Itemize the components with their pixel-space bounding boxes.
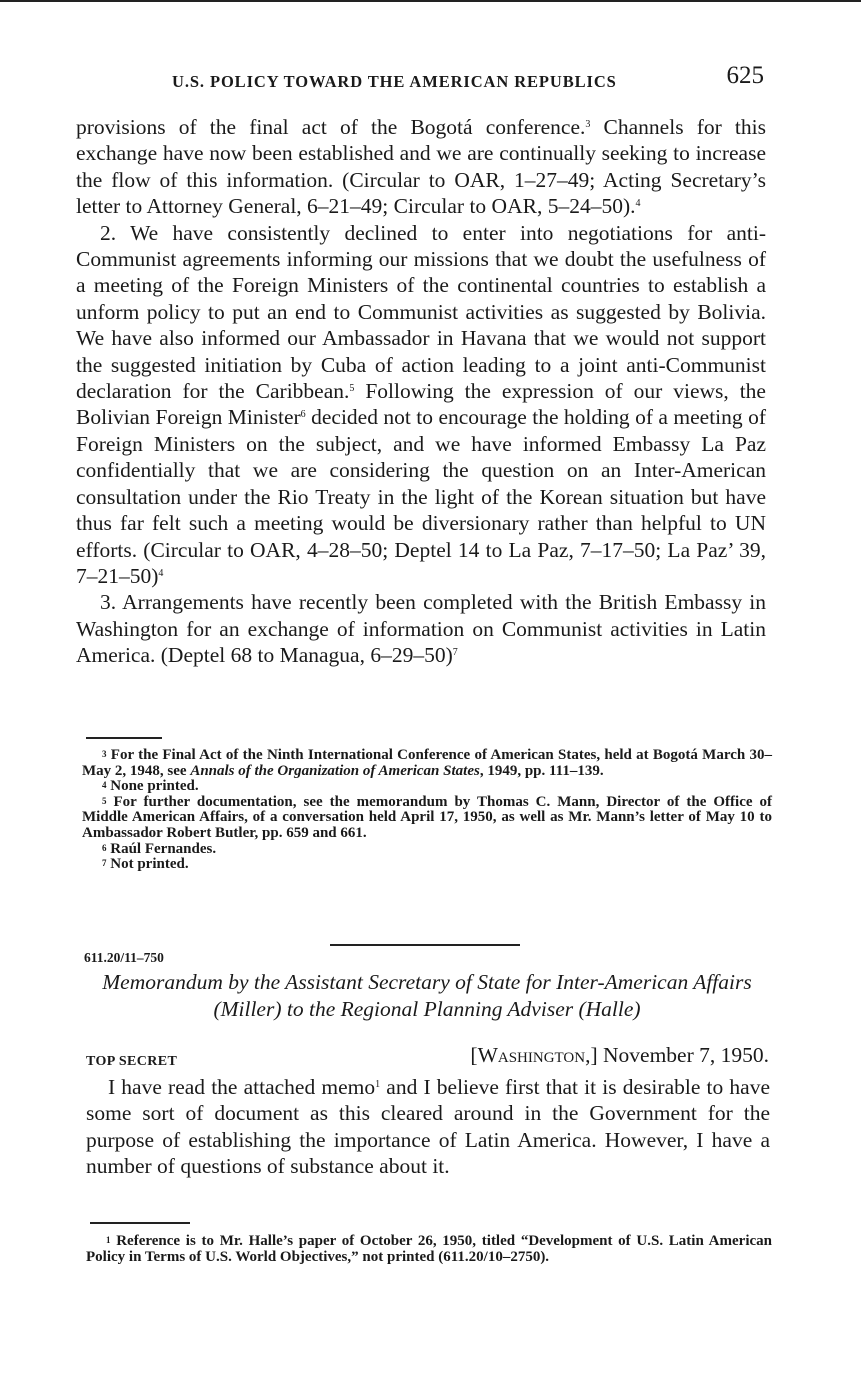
footnotes-bottom [86,1234,772,1265]
footnote-7-number: 7 [102,858,107,869]
footnote-rule-top [86,737,162,739]
footnote-ref-7: 7 [452,647,458,659]
dateline-date: November 7, 1950. [597,1043,769,1067]
document-separator [330,944,520,946]
paragraph-2-text: 2. We have consistently declined to enter into negotiations for anti-Communist agreements informing our missions that we doubt the usefulness of a meeting of the Foreign Ministers of the continental countries to establish a unform policy to put an end to Communist activities as suggested by Bolivia. We have also informed our Ambassador in Havana that we would not support the suggested initiation by Cuba of action leading to a joint anti-Communist declaration for the Caribbean. [76,220,766,404]
footnote-6-number: 6 [102,842,107,853]
footnote-7-text: Not printed. [110,856,189,873]
footnote-4 [82,779,772,795]
footnote-4-text: None printed. [110,778,199,795]
footnote-6-text: Raúl Fernandes. [110,840,217,857]
paragraph-3-text: 3. Arrangements have recently been completed with the British Embassy in Washington for an exchange of information on Communist activities in Latin America. (Deptel 68 to Managua, 6–29–50) [76,590,766,668]
paragraph-1 [76,114,766,220]
paragraph-2 [76,220,766,590]
footnote-3-italic: Annals of the Organization of American States [190,762,480,779]
footnote-7 [82,857,772,873]
footnote-ref-6: 6 [300,409,306,421]
footnotes-top [82,748,772,873]
footnote-ref-3: 3 [585,119,591,130]
running-head: U.S. POLICY TOWARD THE AMERICAN REPUBLICS [172,72,617,91]
footnote-4-number: 4 [102,780,107,791]
footnote-1 [86,1234,772,1265]
footnote-ref-4: 4 [635,198,641,210]
paragraph-2-text-b: Following the expression of our views, the Bolivian Foreign Minister [76,379,766,430]
memo-footnote-ref-1: 1 [375,1079,381,1090]
footnote-5-text: For further documentation, see the memorandum by Thomas C. Mann, Director of the Office of Middle American Affairs, of a conversation held April 17, 1950, as well as Mr. Mann’s letter of May 10 to Ambassador Robert Butler, pp. 659 and 661. [82,793,773,841]
document-title: Memorandum by the Assistant Secretary of State for Inter-American Affairs (Miller) to the Regional Planning Adviser (Halle) [102,970,752,1021]
memo-body [86,1074,770,1179]
footnote-ref-5: 5 [349,383,355,395]
top-border [0,0,861,2]
memo-paragraph [86,1074,770,1179]
footnote-rule-bottom [90,1222,190,1224]
footnote-3 [82,748,772,779]
footnote-ref-4b: 4 [158,567,164,579]
main-text [76,114,766,669]
footnote-3-text-b: , 1949, pp. 111–139. [479,762,604,779]
memo-text-b: and I believe first that it is desirable to have some sort of document as this cleared around in the Government for the purpose of establishing the importance of Latin America. However, I have a number of questions of substance about it. [86,1075,770,1178]
paragraph-3 [76,589,766,668]
paragraph-2-text-c: decided not to encourage the holding of a meeting of Foreign Ministers on the subject, and we have informed Embassy La Paz confidentially that we are considering the question on an Inter-American consultation under the Rio Treaty in the light of the Korean situation but have thus far felt such a meeting would be diversionary rather than helpful to UN efforts. (Circular to OAR, 4–28–50; Deptel 14 to La Paz, 7–17–50; La Paz’ 39, 7–21–50) [76,405,766,588]
file-number: 611.20/11–750 [84,950,164,965]
footnote-3-text: For the Final Act of the Ninth International Conference of American States, held at Bogotá March 30–May 2, 1948, see [82,747,773,779]
dateline-place: [Washington,] [470,1043,598,1067]
page-number: 625 [726,62,764,89]
dateline [470,1043,769,1068]
footnote-5 [82,795,772,842]
paragraph-1-text: provisions of the final act of the Bogotá conference. [76,115,586,139]
footnote-1-text: Reference is to Mr. Halle’s paper of October 26, 1950, titled “Development of U.S. Latin American Policy in Terms of U.S. World Objectives,” not printed (611.20/10–2750). [86,1233,772,1265]
footnote-1-number: 1 [106,1235,111,1245]
footnote-5-number: 5 [102,795,107,806]
footnote-6 [82,842,772,858]
footnote-3-number: 3 [102,749,107,759]
paragraph-1-text-b: Channels for this exchange have now been established and we are continually seeking to increase the flow of this information. (Circular to OAR, 1–27–49; Acting Secretary’s letter to Attorney General, 6–21–49; Circular to OAR, 5–24–50). [76,115,766,219]
page-header [80,62,770,98]
memo-text: I have read the attached memo [108,1075,376,1099]
classification: TOP SECRET [86,1054,178,1069]
